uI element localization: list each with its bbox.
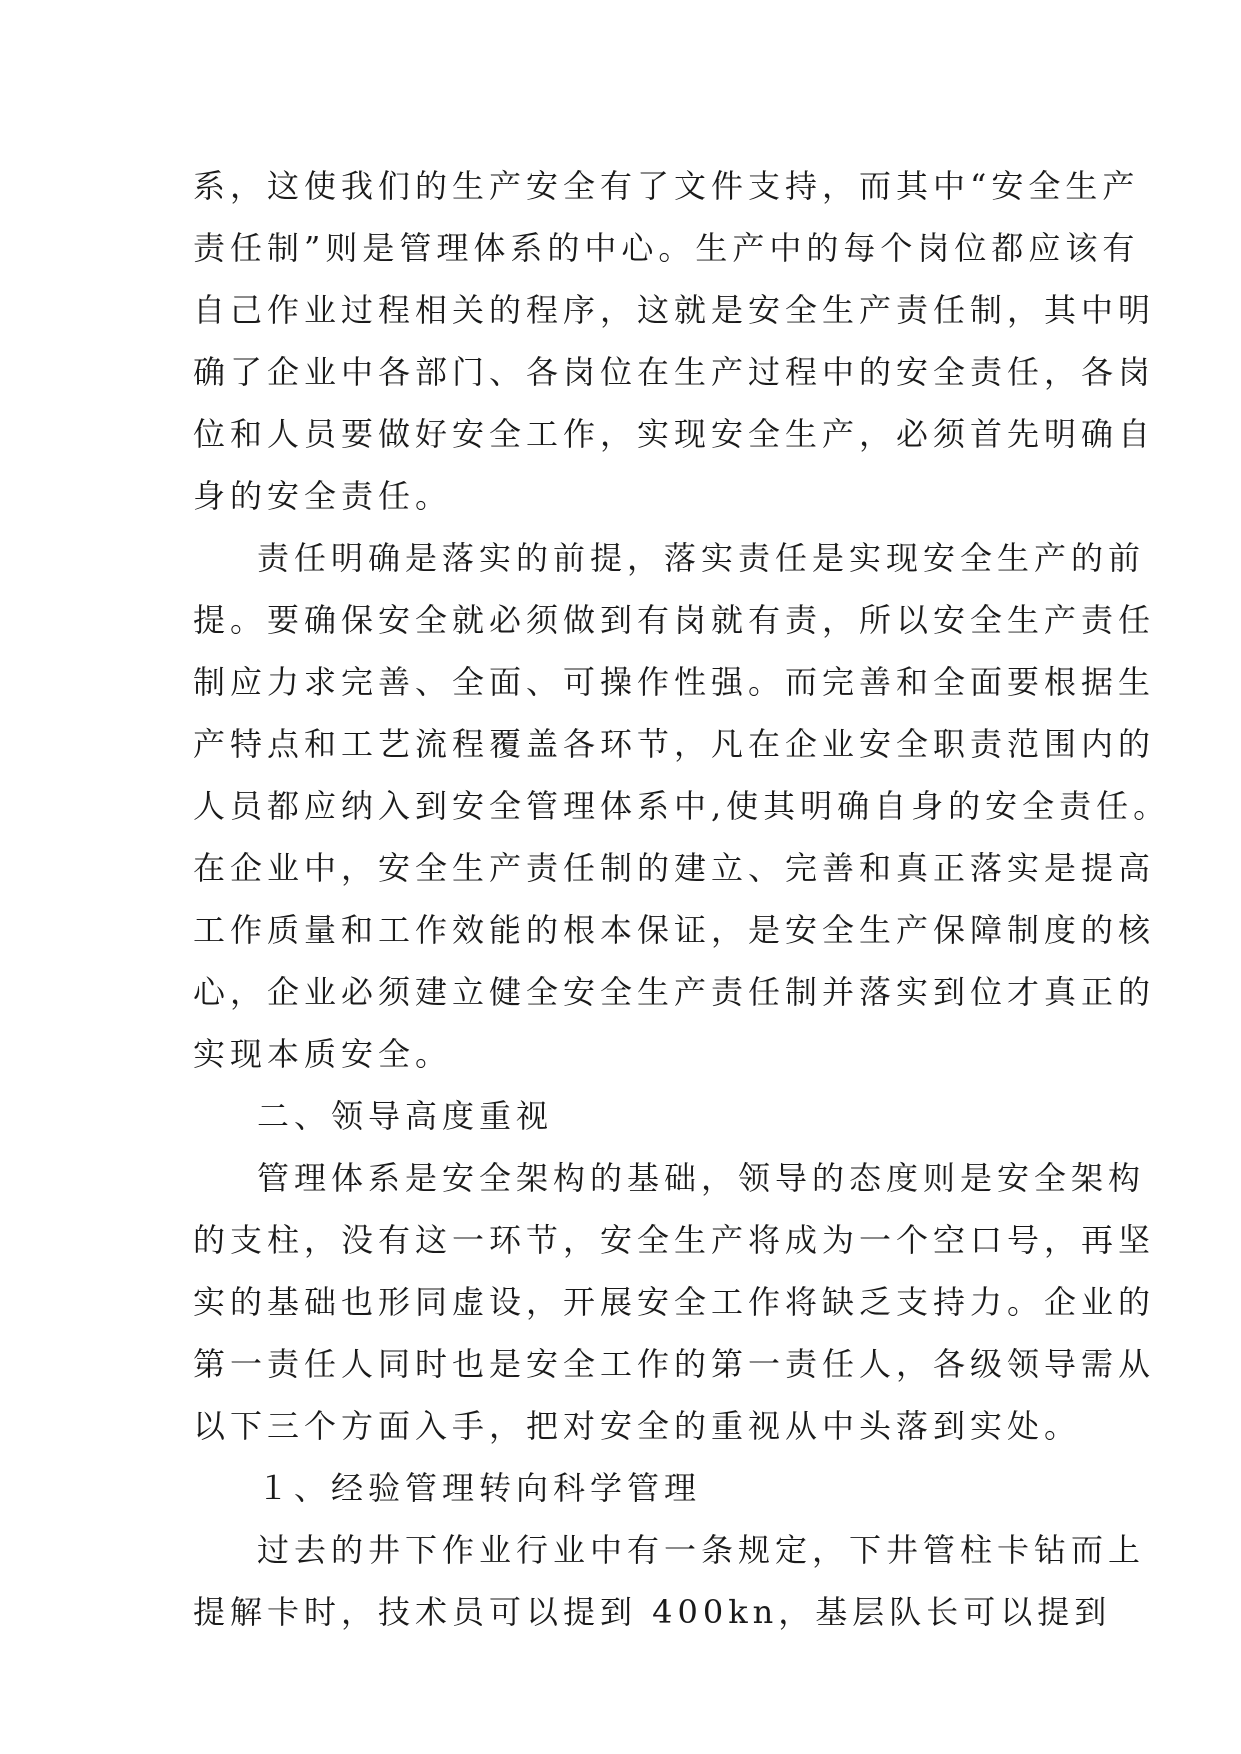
- text-line: 责任制”则是管理体系的中心。生产中的每个岗位都应该有: [193, 229, 1140, 267]
- text-line: 在企业中，安全生产责任制的建立、完善和真正落实是提高: [193, 849, 1156, 887]
- text-line: 以下三个方面入手，把对安全的重视从中头落到实处。: [193, 1407, 1082, 1445]
- text-line: 自己作业过程相关的程序，这就是安全生产责任制，其中明: [193, 291, 1156, 329]
- text-line: 心，企业必须建立健全安全生产责任制并落实到位才真正的: [193, 973, 1156, 1011]
- text-line: 第一责任人同时也是安全工作的第一责任人，各级领导需从: [193, 1345, 1156, 1383]
- text-line: 人员都应纳入到安全管理体系中,使其明确自身的安全责任。: [193, 787, 1171, 825]
- text-line: 位和人员要做好安全工作，实现安全生产，必须首先明确自: [193, 415, 1156, 453]
- text-line: 过去的井下作业行业中有一条规定，下井管柱卡钻而上: [257, 1531, 1146, 1569]
- text-line: 的支柱，没有这一环节，安全生产将成为一个空口号，再坚: [193, 1221, 1156, 1259]
- text-line: 身的安全责任。: [193, 477, 453, 515]
- text-line: 二、领导高度重视: [257, 1097, 554, 1135]
- document-body: [193, 155, 1171, 1643]
- text-line: 管理体系是安全架构的基础，领导的态度则是安全架构: [257, 1159, 1146, 1197]
- text-line: 责任明确是落实的前提，落实责任是实现安全生产的前: [257, 539, 1146, 577]
- text-line: 提解卡时，技术员可以提到 400kn，基层队长可以提到: [193, 1593, 1112, 1631]
- text-line: 产特点和工艺流程覆盖各环节，凡在企业安全职责范围内的: [193, 725, 1156, 763]
- text-line: 系，这使我们的生产安全有了文件支持，而其中“安全生产: [193, 167, 1140, 205]
- text-line: 实的基础也形同虚设，开展安全工作将缺乏支持力。企业的: [193, 1283, 1156, 1321]
- text-line: 确了企业中各部门、各岗位在生产过程中的安全责任，各岗: [193, 353, 1156, 391]
- text-line: 工作质量和工作效能的根本保证，是安全生产保障制度的核: [193, 911, 1156, 949]
- text-line: 实现本质安全。: [193, 1035, 453, 1073]
- text-line: 提。要确保安全就必须做到有岗就有责，所以安全生产责任: [193, 601, 1156, 639]
- text-line: １、经验管理转向科学管理: [257, 1469, 702, 1507]
- text-line: 制应力求完善、全面、可操作性强。而完善和全面要根据生: [193, 663, 1156, 701]
